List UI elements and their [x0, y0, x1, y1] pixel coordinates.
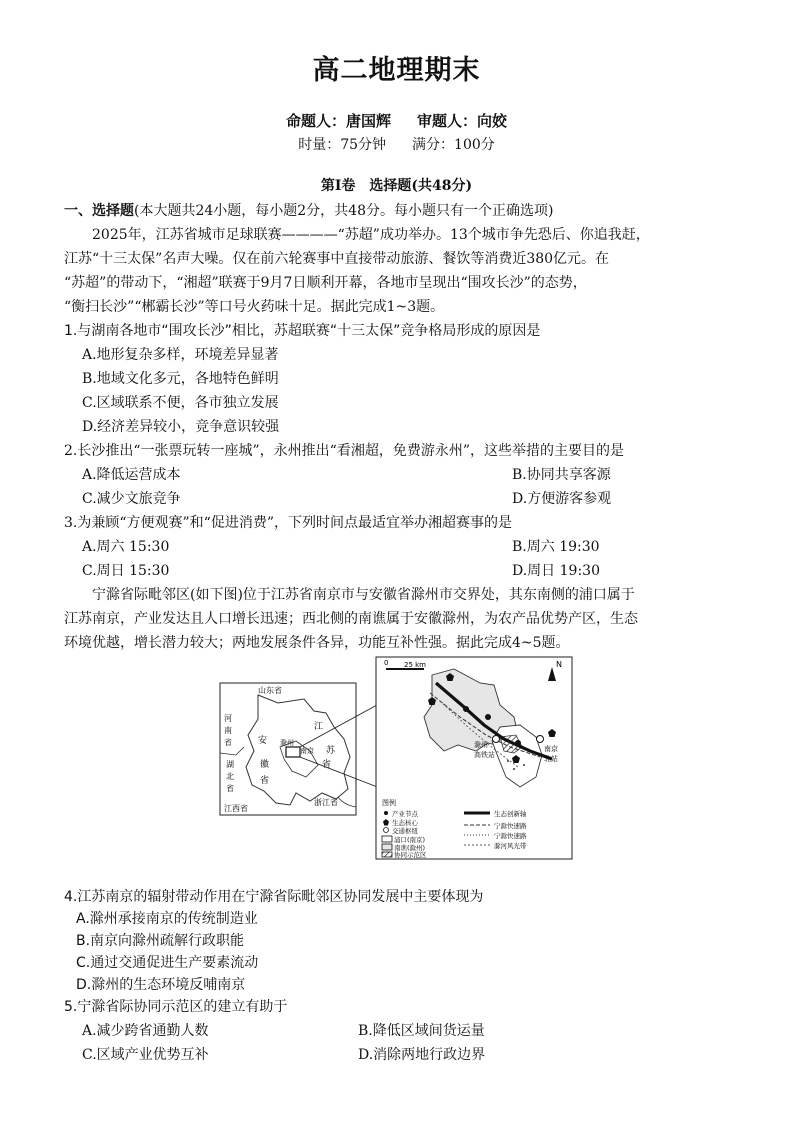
page-title: 高二地理期末 — [312, 55, 481, 86]
legend-road1: 宁滁快速路 — [494, 822, 527, 830]
time-limit: 时量：75分钟 — [298, 137, 387, 153]
part1-heading-line — [64, 200, 553, 220]
q3-option-c: C.周日 15:30 — [82, 563, 170, 579]
legend-axis: 生态创新轴 — [494, 810, 527, 818]
q4-option-d: D.滁州的生态环境反哺南京 — [76, 977, 246, 993]
legend-hub: 交通枢纽 — [392, 827, 418, 835]
q5-option-a: A.减少跨省通勤人数 — [82, 1023, 209, 1039]
legend-pukou-swatch — [382, 836, 392, 842]
label-su: 苏 — [326, 746, 336, 756]
industry-node-icon — [485, 714, 491, 720]
label-chuzhou-station-1: 滁州 — [474, 741, 488, 749]
question-1-stem: 1.与湖南各地市“围攻长沙”相比，苏超联赛“十三太保”竞争格局形成的原因是 — [64, 323, 541, 339]
q5-option-c: C.区域产业优势互补 — [82, 1047, 209, 1063]
question-5-stem: 5.宁滁省际协同示范区的建立有助于 — [64, 999, 288, 1015]
time-score-line — [0, 134, 793, 154]
q2-option-a: A.降低运营成本 — [82, 467, 181, 483]
label-he: 河 — [224, 714, 232, 723]
q1-option-b: B.地域文化多元，各地特色鲜明 — [82, 371, 279, 387]
label-nanjing-north-2: 北站 — [544, 755, 558, 763]
dot — [507, 760, 509, 762]
legend-zone: 协同示范区 — [394, 851, 427, 859]
label-zhejiang: 浙江省 — [314, 798, 338, 807]
legend-hub-icon — [384, 828, 389, 833]
scale-zero: 0 — [384, 659, 389, 667]
passage2-line: 宁滁省际毗邻区(如下图)位于江苏省南京市与安徽省滁州市交界处，其东南侧的浦口属于 — [92, 587, 635, 603]
question-4-stem: 4.江苏南京的辐射带动作用在宁滁省际毗邻区协同发展中主要体现为 — [64, 889, 484, 905]
label-nanjing-north-1: 南京 — [544, 745, 558, 753]
q4-option-c: C.通过交通促进生产要素流动 — [76, 955, 259, 971]
q3-option-b: B.周六 19:30 — [512, 539, 600, 555]
legend-industry: 产业节点 — [392, 810, 418, 818]
label-sheng4: 省 — [226, 784, 234, 793]
dot — [523, 764, 525, 766]
section-title: 第Ⅰ卷 选择题(共48分) — [320, 178, 473, 194]
question-3-stem: 3.为兼顾“方便观赛”和“促进消费”，下列时间点最适宜举办湘超赛事的是 — [64, 515, 512, 531]
label-hu: 湖 — [226, 760, 234, 769]
part1-heading: 一、选择题 — [64, 203, 134, 219]
q2-option-d: D.方便游客参观 — [512, 491, 612, 507]
legend-road2: 宁滁快速路 — [494, 832, 527, 840]
legend-nanqiao-swatch — [382, 844, 392, 850]
q4-option-b: B.南京向滁州疏解行政职能 — [76, 933, 245, 949]
passage1-line: 2025年，江苏省城市足球联赛————“苏超”成功举办。13个城市争先恐后、你追我赶， — [92, 227, 650, 243]
q1-option-d: D.经济差异较小，竞争意识较强 — [82, 419, 280, 435]
q4-option-a: A.滁州承接南京的传统制造业 — [76, 911, 258, 927]
passage2-line: 江苏南京，产业发达且人口增长迅速；西北侧的南谯属于安徽滁州，为农产品优势产区，生态 — [64, 611, 638, 627]
q1-option-a: A.地形复杂多样，环境差异显著 — [82, 347, 279, 363]
label-sheng3: 省 — [224, 738, 232, 747]
legend-pukou: 浦口(南京) — [394, 836, 426, 844]
transport-hub-icon — [493, 736, 500, 743]
legend-title: 图例 — [382, 799, 396, 807]
legend-zone-swatch — [382, 852, 392, 857]
legend-nanqiao: 南谯(滁州) — [394, 844, 426, 852]
reviewer: 审题人：向姣 — [417, 112, 508, 130]
scale-25km: 25 km — [404, 661, 427, 669]
passage1-line: 江苏“十三太保”名声大噪。仅在前六轮赛事中直接带动旅游、餐饮等消费近380亿元。在 — [64, 251, 610, 267]
label-sheng2: 省 — [260, 776, 270, 786]
part1-instruction: (本大题共24小题，每小题2分，共48分。每小题只有一个正确选项) — [134, 203, 554, 219]
label-bei: 北 — [226, 772, 234, 781]
author-line — [0, 110, 793, 131]
label-jiangxi: 江西省 — [224, 804, 248, 813]
label-an: 安 — [258, 736, 268, 746]
full-score: 满分：100分 — [412, 137, 495, 153]
label-jiang: 江 — [314, 722, 324, 732]
setter: 命题人：唐国辉 — [285, 112, 391, 130]
transport-hub-icon — [537, 736, 544, 743]
label-chuzhou-small: 滁州 — [280, 739, 294, 747]
dot — [513, 768, 515, 770]
q2-option-c: C.减少文旅竞争 — [82, 491, 181, 507]
passage1-line: “衡扫长沙”“郴霸长沙”等口号火药味十足。据此完成1~3题。 — [64, 299, 445, 315]
region-map — [218, 655, 574, 861]
legend-river: 滁河风光带 — [494, 842, 527, 850]
label-nan: 南 — [224, 726, 232, 735]
label-shandong: 山东省 — [258, 686, 282, 695]
q3-option-a: A.周六 15:30 — [82, 539, 170, 555]
locator-map-frame — [220, 683, 356, 815]
north-label: N — [556, 660, 562, 669]
industry-node-icon — [515, 740, 521, 746]
q2-option-b: B.协同共享客源 — [512, 467, 611, 483]
label-sheng: 省 — [322, 760, 332, 770]
industry-node-icon — [463, 706, 469, 712]
q3-option-d: D.周日 19:30 — [512, 563, 600, 579]
legend-industry-icon — [384, 811, 388, 815]
legend-eco-core: 生态核心 — [392, 819, 418, 827]
label-nanjing-small: 南京 — [300, 747, 314, 755]
q5-option-b: B.降低区域间货运量 — [358, 1023, 485, 1039]
question-2-stem: 2.长沙推出“一张票玩转一座城”，永州推出“看湘超，免费游永州”，这些举措的主要目的是 — [64, 443, 624, 459]
passage2-line: 环境优越，增长潜力较大；两地发展条件各异，功能互补性强。据此完成4~5题。 — [64, 635, 570, 651]
label-hui: 徽 — [260, 760, 270, 770]
q1-option-c: C.区域联系不便，各市独立发展 — [82, 395, 279, 411]
label-chuzhou-station-2: 高铁站 — [474, 751, 495, 759]
q5-option-d: D.消除两地行政边界 — [358, 1047, 486, 1063]
passage1-line: “苏超”的带动下，“湘超”联赛于9月7日顺利开幕，各地市呈现出“围攻长沙”的态势， — [64, 275, 587, 291]
